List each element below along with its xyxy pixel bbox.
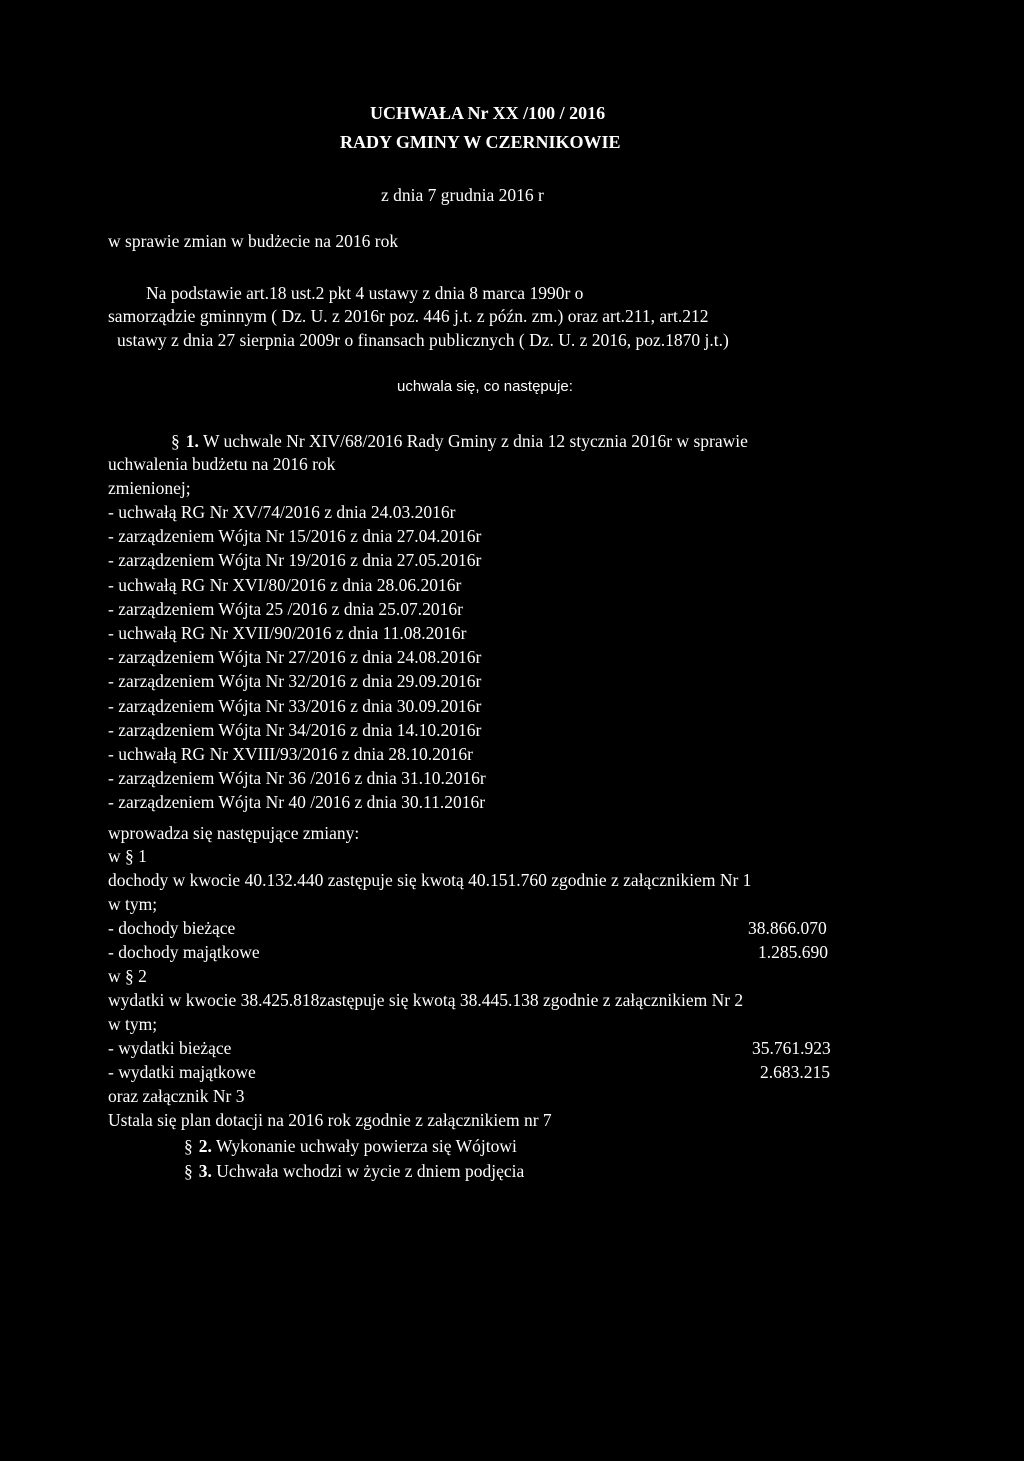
amendment-item: - uchwałą RG Nr XVIII/93/2016 z dnia 28.10.2016r: [108, 744, 473, 764]
expense-change-text: wydatki w kwocie 38.425.818zastępuje się kwotą 38.445.138 zgodnie z załącznikiem Nr 2: [108, 990, 744, 1010]
resolution-title: UCHWAŁA Nr XX /100 / 2016: [370, 103, 606, 123]
paragraph-sign-icon: §: [184, 1161, 193, 1181]
income-including-label: w tym;: [108, 894, 158, 914]
income-change-text: dochody w kwocie 40.132.440 zastępuje się kwotą 40.151.760 zgodnie z załącznikiem Nr 1: [108, 870, 752, 890]
grants-plan-text: Ustala się plan dotacji na 2016 rok zgodnie z załącznikiem nr 7: [108, 1110, 552, 1130]
amendment-item: - zarządzeniem Wójta Nr 27/2016 z dnia 24.08.2016r: [108, 647, 482, 667]
changes-intro: wprowadza się następujące zmiany:: [108, 823, 360, 843]
section-2-number: 2.: [198, 1136, 212, 1156]
expense-item-value: 2.683.215: [760, 1062, 830, 1082]
amendment-item: - zarządzeniem Wójta Nr 33/2016 z dnia 30.09.2016r: [108, 696, 482, 716]
income-item-value: 38.866.070: [748, 918, 827, 938]
amendment-item: - zarządzeniem Wójta Nr 19/2016 z dnia 27.05.2016r: [108, 550, 482, 570]
paragraph-2-label: w § 2: [108, 966, 147, 986]
expense-including-label: w tym;: [108, 1014, 158, 1034]
section-1-number: 1.: [185, 431, 199, 451]
amendment-item: - zarządzeniem Wójta 25 /2016 z dnia 25.07.2016r: [108, 599, 463, 619]
section-1-line-2: uchwalenia budżetu na 2016 rok: [108, 454, 336, 474]
council-name: RADY GMINY W CZERNIKOWIE: [340, 132, 621, 152]
attachment-note: oraz załącznik Nr 3: [108, 1086, 245, 1106]
expense-item-value: 35.761.923: [752, 1038, 831, 1058]
amendment-item: - uchwałą RG Nr XVII/90/2016 z dnia 11.08.2016r: [108, 623, 467, 643]
section-2-text: Wykonanie uchwały powierza się Wójtowi: [215, 1136, 517, 1156]
resolves-statement: uchwala się, co następuje:: [397, 378, 573, 395]
income-item-value: 1.285.690: [758, 942, 828, 962]
legal-basis-line-2: samorządzie gminnym ( Dz. U. z 2016r poz. 446 j.t. z późn. zm.) oraz art.211, art.212: [108, 306, 709, 326]
paragraph-1-label: w § 1: [108, 846, 147, 866]
amendment-item: - zarządzeniem Wójta Nr 40 /2016 z dnia 30.11.2016r: [108, 792, 486, 812]
section-1-line-3: zmienionej;: [108, 478, 191, 498]
section-1-text: W uchwale Nr XIV/68/2016 Rady Gminy z dnia 12 stycznia 2016r w sprawie: [202, 431, 748, 451]
amendment-item: - zarządzeniem Wójta Nr 32/2016 z dnia 29.09.2016r: [108, 671, 482, 691]
expense-item-label: - wydatki majątkowe: [108, 1062, 256, 1082]
amendment-item: - zarządzeniem Wójta Nr 34/2016 z dnia 14.10.2016r: [108, 720, 482, 740]
resolution-subject: w sprawie zmian w budżecie na 2016 rok: [108, 231, 399, 251]
amendment-item: - zarządzeniem Wójta Nr 36 /2016 z dnia 31.10.2016r: [108, 768, 486, 788]
amendment-item: - uchwałą RG Nr XV/74/2016 z dnia 24.03.2016r: [108, 502, 456, 522]
amendment-item: - zarządzeniem Wójta Nr 15/2016 z dnia 27.04.2016r: [108, 526, 482, 546]
income-item-label: - dochody majątkowe: [108, 942, 260, 962]
section-1-heading: [171, 430, 748, 452]
income-item-label: - dochody bieżące: [108, 918, 236, 938]
section-3-number: 3.: [198, 1161, 212, 1181]
section-2: [184, 1135, 517, 1157]
legal-basis-line-1: Na podstawie art.18 ust.2 pkt 4 ustawy z dnia 8 marca 1990r o: [146, 283, 584, 303]
legal-basis-line-3: ustawy z dnia 27 sierpnia 2009r o finansach publicznych ( Dz. U. z 2016, poz.1870 j.t.): [117, 330, 729, 350]
section-3-text: Uchwała wchodzi w życie z dniem podjęcia: [216, 1161, 525, 1181]
paragraph-sign-icon: §: [171, 431, 180, 451]
expense-item-label: - wydatki bieżące: [108, 1038, 232, 1058]
paragraph-sign-icon: §: [184, 1136, 193, 1156]
section-3: [184, 1160, 524, 1182]
amendment-item: - uchwałą RG Nr XVI/80/2016 z dnia 28.06.2016r: [108, 575, 462, 595]
resolution-date: z dnia 7 grudnia 2016 r: [381, 185, 544, 205]
